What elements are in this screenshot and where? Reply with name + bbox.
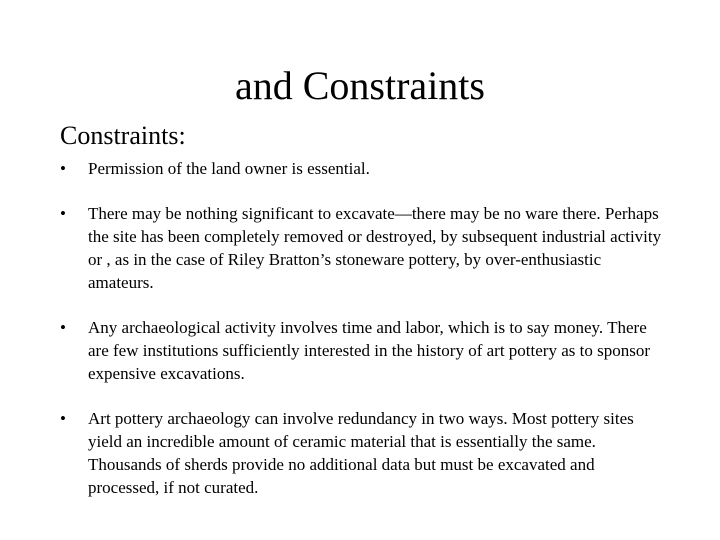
slide-title: and Constraints [235,63,485,108]
bullet-item-permission [60,157,670,180]
bullet-text: Art pottery archaeology can involve redundancy in two ways. Most pottery sites yield an incredible amount of ceramic material that is essentially the same. Thousands of sherds provide no additional data but must be excavated and processed, if not curated. [88,409,634,497]
bullet-icon: • [60,204,66,223]
bullet-icon: • [60,318,66,337]
bullet-item-redundancy [60,407,670,499]
bullet-text: Permission of the land owner is essential. [88,159,370,178]
bullet-item-nothing-to-excavate [60,202,670,294]
bullet-list [60,157,670,521]
bullet-item-time-and-labor [60,316,670,385]
bullet-icon: • [60,159,66,178]
constraints-heading: Constraints: [60,121,186,150]
bullet-text: There may be nothing significant to excavate—there may be no ware there. Perhaps the site has been completely removed or destroyed, by subsequent industrial activity or , as in the case of Riley Bratton’s stoneware pottery, by over-enthusiastic amateurs. [88,204,662,292]
bullet-text: Any archaeological activity involves time and labor, which is to say money. There are few institutions sufficiently interested in the history of art pottery as to sponsor expensive excavations. [88,318,650,383]
bullet-icon: • [60,409,66,428]
